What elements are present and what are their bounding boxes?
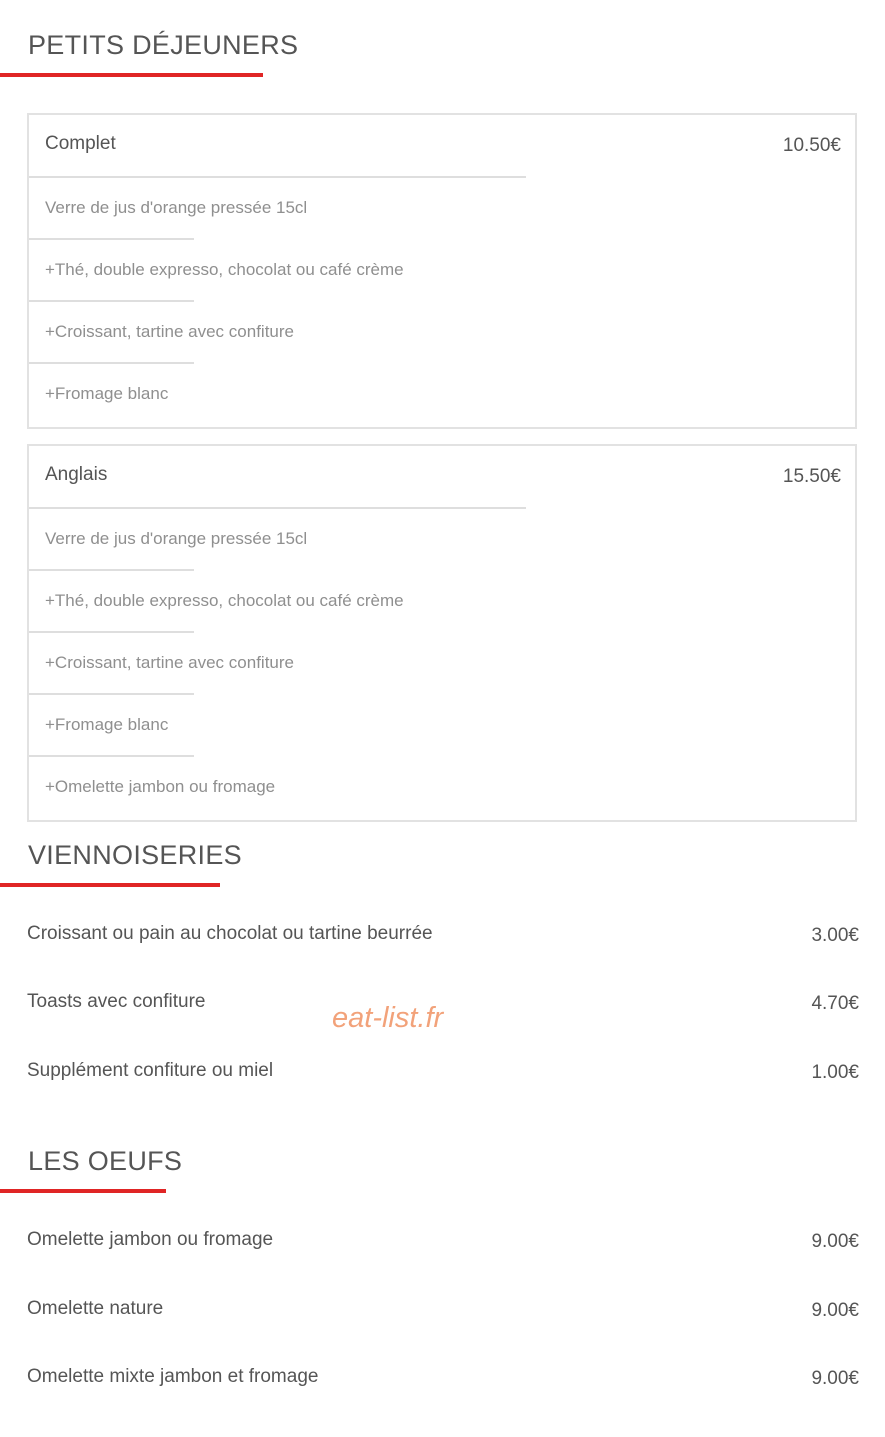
- card-line: [29, 571, 855, 633]
- card-line-text: +Fromage blanc: [45, 715, 169, 734]
- menu-item-name: Omelette nature: [27, 1298, 164, 1319]
- card-line-text: +Thé, double expresso, chocolat ou café crème: [45, 260, 404, 279]
- menu-item-price: 9.00€: [811, 1300, 859, 1321]
- watermark: eat-list.fr: [332, 1002, 444, 1034]
- card-line-text: +Croissant, tartine avec confiture: [45, 322, 294, 341]
- section-underline: [0, 73, 263, 77]
- menu-item: [27, 1060, 859, 1090]
- menu-item-name: Toasts avec confiture: [27, 991, 206, 1012]
- menu-item-price: 1.00€: [811, 1062, 859, 1083]
- menu-item: [27, 1298, 859, 1328]
- card-line: [29, 509, 855, 571]
- section-underline: [0, 883, 220, 887]
- section-title-les-oeufs: LES OEUFS: [28, 1146, 183, 1176]
- card-item-price: 15.50€: [782, 466, 841, 487]
- card-line-text: Verre de jus d'orange pressée 15cl: [45, 198, 308, 217]
- card-header: [29, 446, 855, 509]
- menu-card-anglais: [27, 444, 857, 822]
- card-line: [29, 302, 855, 364]
- section-underline: [0, 1189, 166, 1193]
- menu-item-name: Omelette jambon ou fromage: [27, 1229, 274, 1250]
- card-item-price: 10.50€: [782, 135, 841, 156]
- menu-item-name: Supplément confiture ou miel: [27, 1060, 274, 1081]
- menu-item: [27, 1229, 859, 1259]
- card-line: [29, 364, 855, 426]
- card-line: [29, 240, 855, 302]
- card-line: [29, 633, 855, 695]
- menu-card-complet: [27, 113, 857, 429]
- menu-item-price: 4.70€: [811, 993, 859, 1014]
- section-title-viennoiseries: VIENNOISERIES: [28, 840, 242, 870]
- card-line-text: +Omelette jambon ou fromage: [45, 777, 276, 796]
- menu-item: [27, 923, 859, 953]
- card-line: [29, 178, 855, 240]
- menu-item-name: Croissant ou pain au chocolat ou tartine beurrée: [27, 923, 433, 944]
- card-line-text: +Croissant, tartine avec confiture: [45, 653, 294, 672]
- card-header: [29, 115, 855, 178]
- card-line-text: +Fromage blanc: [45, 384, 169, 403]
- card-line-text: +Thé, double expresso, chocolat ou café crème: [45, 591, 404, 610]
- card-item-name: Complet: [45, 133, 116, 154]
- menu-item: [27, 1366, 859, 1396]
- menu-item-name: Omelette mixte jambon et fromage: [27, 1366, 319, 1387]
- card-line-text: Verre de jus d'orange pressée 15cl: [45, 529, 308, 548]
- card-line: [29, 757, 855, 819]
- section-title-petits-dejeuners: PETITS DÉJEUNERS: [28, 30, 299, 60]
- card-line: [29, 695, 855, 757]
- menu-item-price: 9.00€: [811, 1368, 859, 1389]
- menu-item-price: 3.00€: [811, 925, 859, 946]
- card-item-name: Anglais: [45, 464, 108, 485]
- menu-item-price: 9.00€: [811, 1231, 859, 1252]
